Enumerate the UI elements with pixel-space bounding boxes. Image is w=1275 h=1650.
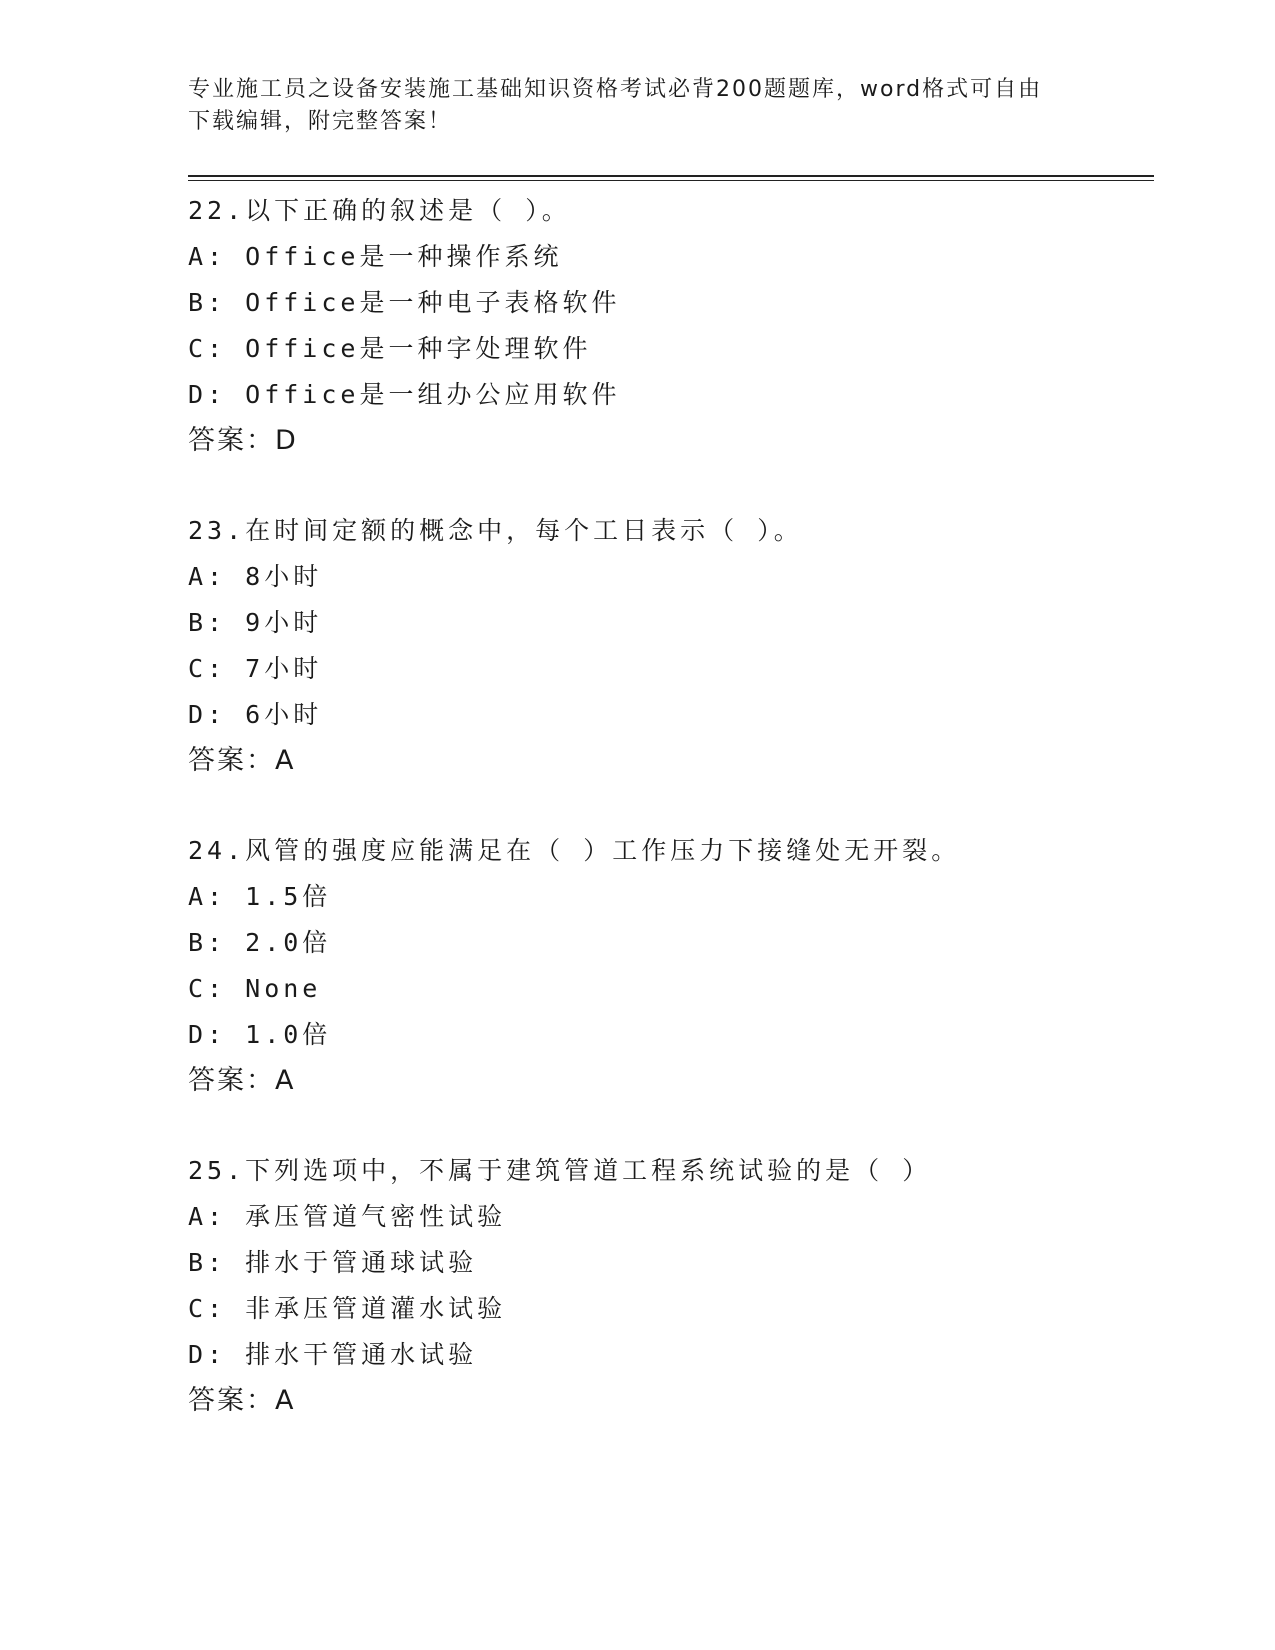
- option-b: B: Office是一种电子表格软件: [188, 288, 621, 317]
- option-b: B: 排水于管通球试验: [188, 1248, 478, 1277]
- header-line-1: 专业施工员之设备安装施工基础知识资格考试必背200题题库，word格式可自由: [188, 77, 1043, 102]
- option-a: A: 1.5倍: [188, 882, 332, 911]
- header-line-2: 下载编辑，附完整答案！: [188, 109, 453, 134]
- answer: 答案：A: [188, 1065, 296, 1096]
- header-divider-thin: [188, 180, 1154, 181]
- answer: 答案：A: [188, 745, 296, 776]
- option-d: D: Office是一组办公应用软件: [188, 380, 621, 409]
- question-22: [188, 188, 1148, 464]
- option-a: A: 8小时: [188, 562, 323, 591]
- question-text: 22.以下正确的叙述是（ ）。: [188, 196, 571, 225]
- option-d: D: 1.0倍: [188, 1020, 332, 1049]
- option-c: C: 7小时: [188, 654, 323, 683]
- header-divider-thick: [188, 175, 1154, 177]
- question-text: 23.在时间定额的概念中，每个工日表示（ ）。: [188, 516, 803, 545]
- question-23: [188, 508, 1148, 784]
- answer: 答案：D: [188, 425, 298, 456]
- question-text: 24.风管的强度应能满足在（ ）工作压力下接缝处无开裂。: [188, 836, 961, 865]
- option-b: B: 9小时: [188, 608, 323, 637]
- answer: 答案：A: [188, 1385, 296, 1416]
- question-text: 25.下列选项中，不属于建筑管道工程系统试验的是（ ）: [188, 1156, 932, 1185]
- option-c: C: None: [188, 974, 322, 1003]
- option-c: C: 非承压管道灌水试验: [188, 1294, 507, 1323]
- option-a: A: 承压管道气密性试验: [188, 1202, 507, 1231]
- option-d: D: 6小时: [188, 700, 323, 729]
- document-header: [188, 74, 1088, 138]
- option-c: C: Office是一种字处理软件: [188, 334, 592, 363]
- option-b: B: 2.0倍: [188, 928, 332, 957]
- option-d: D: 排水干管通水试验: [188, 1340, 478, 1369]
- question-25: [188, 1148, 1148, 1424]
- question-24: [188, 828, 1148, 1104]
- option-a: A: Office是一种操作系统: [188, 242, 563, 271]
